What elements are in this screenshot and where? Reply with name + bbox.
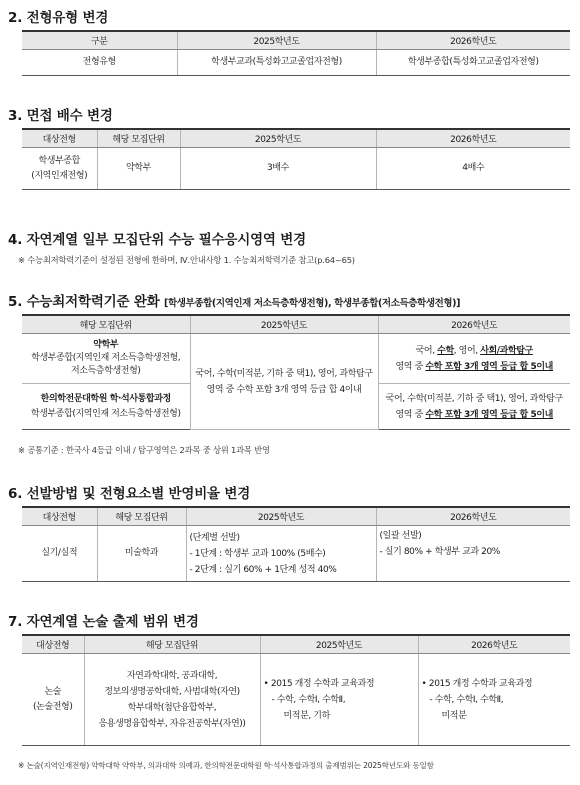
header-2026: 2026학년도 [376, 507, 570, 526]
header-target: 대상전형 [22, 507, 97, 526]
cell-target: 논술 (논술전형) [22, 654, 84, 746]
cell-2025-criteria: 국어, 수학(미적분, 기하 중 택1), 영어, 과학탐구 영역 중 수학 포함 3개 영역 등급 합 4이내 [190, 334, 378, 430]
header-unit: 해당 모집단위 [84, 635, 260, 654]
header-unit: 해당 모집단위 [97, 507, 186, 526]
header-2025: 2025학년도 [180, 129, 376, 148]
header-target: 대상전형 [22, 635, 84, 654]
section-7-note: ※ 논술(지역인재전형) 약학대학 약학부, 의과대학 의예과, 한의학전문대학원 학·석사통합과정의 출제범위는 2025학년도와 동일함 [18, 761, 434, 770]
table-interview-ratio [22, 128, 570, 190]
cell-2025: (단계별 선발) - 1단계 : 학생부 교과 100% (5배수) - 2단계 : 실기 60% + 1단계 성적 40% [186, 526, 376, 582]
table-admission-type [22, 30, 570, 76]
header-2026: 2026학년도 [376, 31, 570, 50]
section-4-note: ※ 수능최저학력기준이 설정된 전형에 한하며, Ⅳ.안내사항 1. 수능최저학력기준 참고(p.64~65) [18, 255, 355, 265]
header-2025: 2025학년도 [186, 507, 376, 526]
cell-2025: 3배수 [180, 148, 376, 190]
section-2-title: 2. 전형유형 변경 [8, 10, 109, 26]
cell-unit: 미술학과 [97, 526, 186, 582]
cell-2026-oriental-medicine: 국어, 수학(미적분, 기하 중 택1), 영어, 과학탐구 영역 중 수학 포함 3개 영역 등급 합 5이내 [378, 384, 570, 430]
section-3-title: 3. 면접 배수 변경 [8, 108, 113, 124]
header-2026: 2026학년도 [376, 129, 570, 148]
section-4-title: 4. 자연계열 일부 모집단위 수능 필수응시영역 변경 [8, 232, 306, 248]
header-category: 구분 [22, 31, 177, 50]
cell-2026: (일괄 선발) - 실기 80% + 학생부 교과 20% [376, 526, 570, 582]
cell-unit-pharmacy: 약학부 학생부종합(지역인재 저소득층학생전형, 저소득층학생전형) [22, 334, 190, 384]
header-2026: 2026학년도 [418, 635, 570, 654]
cell-2026: 학생부종합(특성화고교졸업자전형) [376, 50, 570, 76]
table-minimum-score [22, 314, 570, 430]
cell-unit: 약학부 [97, 148, 180, 190]
section-5-subtitle: [학생부종합(지역인재 저소득층학생전형), 학생부종합(저소득층학생전형)] [164, 298, 461, 309]
table-essay-scope [22, 634, 570, 746]
cell-2026-pharmacy: 국어, 수학, 영어, 사회/과학탐구 영역 중 수학 포함 3개 영역 등급 합 5이내 [378, 334, 570, 384]
header-2025: 2025학년도 [177, 31, 376, 50]
header-2026: 2026학년도 [378, 315, 570, 334]
cell-target: 학생부종합 (지역인재전형) [22, 148, 97, 190]
cell-type: 전형유형 [22, 50, 177, 76]
table-selection-method [22, 506, 570, 582]
header-unit: 해당 모집단위 [97, 129, 180, 148]
header-2025: 2025학년도 [190, 315, 378, 334]
cell-2026: • 2015 개정 수학과 교육과정 - 수학, 수학Ⅰ, 수학Ⅱ, 미적분 [418, 654, 570, 746]
section-5-note: ※ 공통기준 : 한국사 4등급 이내 / 탐구영역은 2과목 중 상위 1과목 반영 [18, 445, 270, 455]
header-unit: 해당 모집단위 [22, 315, 190, 334]
cell-unit-oriental-medicine: 한의학전문대학원 학·석사통합과정 학생부종합(지역인재 저소득층학생전형) [22, 384, 190, 430]
section-6-title: 6. 선발방법 및 전형요소별 반영비율 변경 [8, 486, 251, 502]
cell-target: 실기/실적 [22, 526, 97, 582]
header-target: 대상전형 [22, 129, 97, 148]
cell-unit: 자연과학대학, 공과대학, 정보의생명공학대학, 사범대학(자연) 학부대학(첨단융합학부, 응용생명융합학부, 자유전공학부(자연)) [84, 654, 260, 746]
section-5-title: 5. 수능최저학력기준 완화 [학생부종합(지역인재 저소득층학생전형), 학생부종합(저소득층학생전형)] [8, 294, 461, 310]
cell-2025: 학생부교과(특성화고교졸업자전형) [177, 50, 376, 76]
header-2025: 2025학년도 [260, 635, 418, 654]
cell-2026: 4배수 [376, 148, 570, 190]
cell-2025: • 2015 개정 수학과 교육과정 - 수학, 수학Ⅰ, 수학Ⅱ, 미적분, 기하 [260, 654, 418, 746]
section-7-title: 7. 자연계열 논술 출제 범위 변경 [8, 614, 199, 630]
